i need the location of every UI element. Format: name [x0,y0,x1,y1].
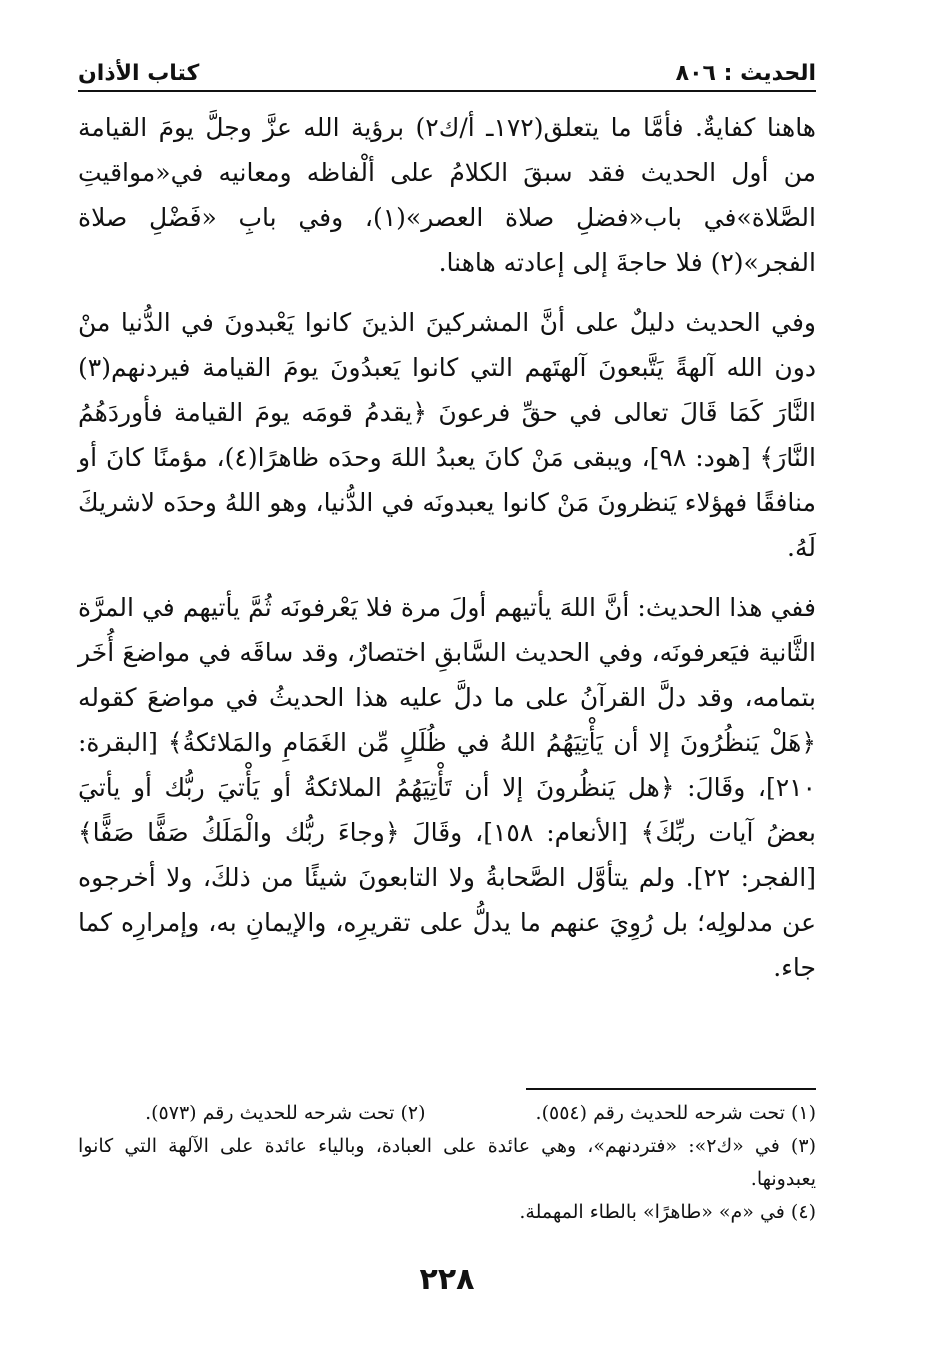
book-title: كتاب الأذان [78,61,200,86]
footnote-row-1 [78,1097,816,1130]
book-page [78,52,816,1312]
running-header [78,52,816,92]
footnote-separator [526,1088,816,1090]
footnote-1: (١) تحت شرحه للحديث رقم (٥٥٤). [535,1102,816,1124]
paragraph-2: وفي الحديث دليلٌ على أنَّ المشركينَ الذينَ كانوا يَعْبدونَ في الدُّنيا منْ دون الله آلهةً يَتَّبعونَ آلهتَهم التي كانوا يَعبدُونَ يومَ القيامة فيردنهم(٣) النَّارَ كَمَا قَالَ تعالى في حقِّ فرعونَ ﴿يقدمُ قومَه يومَ القيامة فأوردَهُمُ النَّارَ﴾ [هود: ٩٨]، ويبقى مَنْ كانَ يعبدُ اللهَ وحدَه ظاهرًا(٤)، مؤمنًا كانَ أو منافقًا فهؤلاء يَنظرونَ مَنْ كانوا يعبدونَه في الدُّنيا، وهو اللهُ وحدَه لاشريكَ لَهُ. [78,308,817,562]
main-text [78,105,816,990]
paragraph-1: هاهنا كفايةٌ. فأمَّا ما يتعلق(١٧٢ـ أ/ك٢) برؤية الله عزَّ وجلَّ يومَ القيامة من أول الحديث فقد سبقَ الكلامُ على ألْفاظه ومعانيه في«مواقيتِ الصَّلاة»في باب«فضلِ صلاة العصر»(١)، وفي بابِ «فَضْلِ صلاة الفجر»(٢) فلا حاجةَ إلى إعادته هاهنا. [78,113,816,277]
hadith-number: الحديث : ٨٠٦ [675,61,816,86]
page-number: ٢٢٨ [419,1262,475,1297]
footnotes [78,1097,816,1229]
footnote-4: (٤) في «م» «طاهرًا» بالطاء المهملة. [519,1201,816,1223]
footnote-3: (٣) في «ك٢»: «فتردنهم»، وهي عائدة على العبادة، وبالياء عائدة على الآلهة التي كانوا يعبدونها. [78,1135,816,1190]
footnote-2: (٢) تحت شرحه للحديث رقم (٥٧٣). [145,1102,426,1124]
paragraph-3: ففي هذا الحديث: أنَّ اللهَ يأتيهم أولَ مرة فلا يَعْرفونَه ثُمَّ يأتيهم في المرَّة الثَّانية فيَعرفونَه، وفي الحديث السَّابقِ اختصارٌ، وقد ساقَه في مواضعَ أُخَر بتمامه، وقد دلَّ القرآنُ على ما دلَّ عليه هذا الحديثُ في مواضعَ كقوله ﴿هَلْ يَنظُرُونَ إلا أن يَأْتِيَهُمُ اللهُ في ظُلَلٍ مِّن الغَمَامِ والمَلائكةُ﴾ [البقرة: ٢١٠]، وقَالَ: ﴿هل يَنظُرونَ إلا أن تَأْتِيَهُمُ الملائكةُ أو يَأْتيَ ربُّك أو يأتيَ بعضُ آيات ربِّكَ﴾ [الأنعام: ١٥٨]، وقَالَ ﴿وجاءَ ربُّك والْمَلَكُ صَفًّا صَفًّا﴾ [الفجر: ٢٢]. ولم يتأوَّل الصَّحابةُ ولا التابعونَ شيئًا من ذلكَ، ولا أخرجوه عن مدلولِه؛ بل رُوِيَ عنهم ما يدلُّ على تقريرِه، والإيمانِ به، وإمرارِه كما جاء. [78,593,817,982]
